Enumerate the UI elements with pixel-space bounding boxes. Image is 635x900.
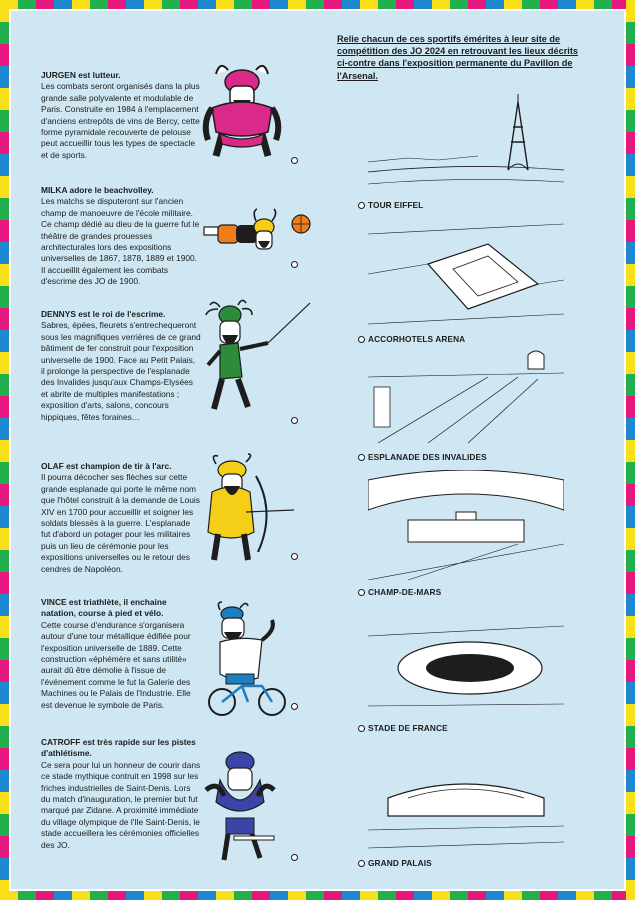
- border-segment: [270, 891, 288, 900]
- border-segment: [324, 891, 342, 900]
- border-segment: [0, 396, 9, 418]
- border-segment: [626, 264, 635, 286]
- border-segment: [626, 550, 635, 572]
- border-segment: [0, 616, 9, 638]
- border-segment: [626, 638, 635, 660]
- border-segment: [504, 0, 522, 9]
- border-segment: [0, 528, 9, 550]
- olaf-archer-illustration: [196, 452, 296, 567]
- border-segment: [306, 891, 324, 900]
- border-segment: [360, 0, 378, 9]
- border-segment: [162, 0, 180, 9]
- border-segment: [626, 352, 635, 374]
- athlete-match-dot[interactable]: [291, 417, 298, 424]
- border-segment: [626, 858, 635, 880]
- border-segment: [626, 594, 635, 616]
- athlete-entry-milka: [41, 185, 201, 288]
- border-segment: [0, 660, 9, 682]
- catroff-sprinter-illustration: [198, 740, 288, 865]
- border-segment: [540, 891, 558, 900]
- border-segment: [0, 858, 9, 880]
- border-segment: [626, 154, 635, 176]
- border-segment: [288, 0, 306, 9]
- athlete-entry-olaf: [41, 461, 201, 575]
- border-segment: [626, 506, 635, 528]
- border-segment: [90, 891, 108, 900]
- border-segment: [468, 0, 486, 9]
- border-segment: [216, 891, 234, 900]
- border-segment: [626, 616, 635, 638]
- border-segment: [0, 682, 9, 704]
- border-segment: [0, 726, 9, 748]
- border-segment: [626, 528, 635, 550]
- border-segment: [486, 891, 504, 900]
- border-segment: [626, 660, 635, 682]
- border-top: [0, 0, 635, 9]
- border-segment: [360, 891, 378, 900]
- border-segment: [216, 0, 234, 9]
- venue-label-text: CHAMP-DE-MARS: [368, 587, 442, 597]
- border-segment: [522, 891, 540, 900]
- border-segment: [342, 891, 360, 900]
- border-segment: [90, 0, 108, 9]
- border-segment: [108, 0, 126, 9]
- border-segment: [0, 748, 9, 770]
- border-segment: [0, 572, 9, 594]
- border-segment: [0, 704, 9, 726]
- jurgen-wrestler-illustration: [198, 60, 288, 165]
- border-segment: [0, 638, 9, 660]
- border-left: [0, 0, 9, 900]
- border-segment: [0, 880, 9, 900]
- athlete-heading: VINCE est triathlète, il enchaine natation, course à pied et vélo.: [41, 597, 167, 619]
- border-segment: [626, 836, 635, 858]
- border-segment: [432, 891, 450, 900]
- border-segment: [432, 0, 450, 9]
- border-segment: [468, 891, 486, 900]
- border-segment: [626, 462, 635, 484]
- venue-match-dot[interactable]: [358, 336, 365, 343]
- border-segment: [0, 792, 9, 814]
- border-segment: [626, 682, 635, 704]
- border-segment: [288, 891, 306, 900]
- border-segment: [252, 891, 270, 900]
- border-segment: [626, 440, 635, 462]
- athlete-heading: MILKA adore le beachvolley.: [41, 185, 154, 195]
- athlete-entry-catroff: [41, 737, 201, 851]
- border-segment: [198, 891, 216, 900]
- border-segment: [414, 891, 432, 900]
- border-segment: [576, 0, 594, 9]
- border-segment: [0, 22, 9, 44]
- border-segment: [486, 0, 504, 9]
- border-segment: [54, 891, 72, 900]
- border-segment: [626, 242, 635, 264]
- border-segment: [144, 0, 162, 9]
- athlete-description: Les matchs se disputeront sur l'ancien champ de manoeuvre de l'école militaire. Ce champ dédié au dieu de la guerre fut le théâtre de grandes prouesses architecturales lors des expositions universelles de 1867, 1878, 1889 et 1900. Il accueillit également les combats d'escrime des JO de 1900.: [41, 196, 200, 287]
- border-segment: [234, 0, 252, 9]
- border-segment: [162, 891, 180, 900]
- border-segment: [0, 308, 9, 330]
- border-segment: [0, 374, 9, 396]
- grand-palais-drawing: [368, 740, 564, 852]
- border-segment: [414, 0, 432, 9]
- border-segment: [270, 0, 288, 9]
- border-segment: [396, 891, 414, 900]
- venue-esplanade-des-invalides[interactable]: [358, 452, 487, 462]
- venue-match-dot[interactable]: [358, 454, 365, 461]
- border-right: [626, 0, 635, 900]
- venue-match-dot[interactable]: [358, 725, 365, 732]
- border-segment: [324, 0, 342, 9]
- border-segment: [626, 44, 635, 66]
- border-segment: [18, 0, 36, 9]
- border-segment: [626, 330, 635, 352]
- border-segment: [180, 0, 198, 9]
- border-segment: [0, 176, 9, 198]
- athlete-match-dot[interactable]: [291, 703, 298, 710]
- border-segment: [626, 880, 635, 900]
- border-segment: [72, 0, 90, 9]
- venue-label-text: ACCORHOTELS ARENA: [368, 334, 466, 344]
- border-segment: [626, 176, 635, 198]
- border-segment: [626, 418, 635, 440]
- athlete-heading: DENNYS est le roi de l'escrime.: [41, 309, 166, 319]
- venue-accorhotels-arena[interactable]: [358, 334, 465, 344]
- athlete-entry-dennys: [41, 309, 201, 423]
- border-segment: [594, 0, 612, 9]
- border-segment: [0, 132, 9, 154]
- border-segment: [0, 418, 9, 440]
- athlete-entry-vince: [41, 597, 201, 711]
- border-segment: [626, 374, 635, 396]
- border-segment: [18, 891, 36, 900]
- border-segment: [626, 220, 635, 242]
- athlete-match-dot[interactable]: [291, 854, 298, 861]
- border-segment: [626, 748, 635, 770]
- athlete-match-dot[interactable]: [291, 553, 298, 560]
- border-segment: [0, 220, 9, 242]
- border-segment: [0, 352, 9, 374]
- venue-label-text: STADE DE FRANCE: [368, 723, 448, 733]
- border-segment: [396, 0, 414, 9]
- border-segment: [0, 814, 9, 836]
- border-segment: [0, 154, 9, 176]
- border-segment: [626, 66, 635, 88]
- tour-eiffel-drawing: [368, 92, 564, 198]
- border-segment: [626, 0, 635, 22]
- athlete-description: Cette course d'endurance s'organisera autour d'une tour métallique édifiée pour l'exposition universelle de 1889. Cette construction «éphémère et sans utilité» aurait dû être démolie à l'issue de l'événement comme le fut la Galerie des Machines ou le Palais de l'Industrie. Elle est devenue le symbole de Paris.: [41, 619, 191, 710]
- venue-label-text: TOUR EIFFEL: [368, 200, 424, 210]
- border-segment: [0, 88, 9, 110]
- border-segment: [626, 308, 635, 330]
- esplanade-des-invalides-drawing: [368, 347, 564, 443]
- border-segment: [626, 792, 635, 814]
- border-segment: [0, 484, 9, 506]
- border-segment: [576, 891, 594, 900]
- venue-match-dot[interactable]: [358, 860, 365, 867]
- border-segment: [504, 891, 522, 900]
- border-segment: [450, 0, 468, 9]
- border-segment: [626, 22, 635, 44]
- border-segment: [626, 814, 635, 836]
- border-segment: [108, 891, 126, 900]
- border-segment: [342, 0, 360, 9]
- athlete-description: Il pourra décocher ses flèches sur cette grande esplanade qui porte le même nom que l'hôtel construit à la demande de Louis XIV en 1700 pour accueillir et soigner les soldats blessés à la guerre. L'esplanade fut d'abord un potager pour les militaires puis un lieu de cérémonie pour les expositions universelles ou le retour des cendres de Napoléon.: [41, 472, 200, 574]
- border-segment: [0, 198, 9, 220]
- athlete-match-dot[interactable]: [291, 157, 298, 164]
- stade-de-france-drawing: [368, 606, 564, 716]
- border-segment: [36, 891, 54, 900]
- venue-match-dot[interactable]: [358, 589, 365, 596]
- border-segment: [72, 891, 90, 900]
- athlete-description: Sabres, épées, fleurets s'entrechequeront sous les magnifiques verrières de ce grand bâtiment de fer construit pour l'exposition universelle de 1900. Face au Petit Palais, il prolonge la perspective de l'esplanade des Invalides jusqu'aux Champs-Elysées et abrite de multiples manifestations ; exposition d'arts, salons, concours hippiques, fêtes foraines…: [41, 320, 201, 422]
- athlete-heading: CATROFF est très rapide sur les pistes d'athlétisme.: [41, 737, 196, 759]
- border-segment: [306, 0, 324, 9]
- border-segment: [626, 704, 635, 726]
- border-segment: [252, 0, 270, 9]
- athlete-entry-jurgen: [41, 70, 201, 161]
- border-segment: [180, 891, 198, 900]
- dennys-fencer-illustration: [198, 295, 318, 420]
- border-segment: [54, 0, 72, 9]
- athlete-description: Les combats seront organisés dans la plus grande salle polyvalente et modulable de Paris. Construite en 1984 à l'emplacement d'anciens entrepôts de vins de Bercy, cette forme pyramidale recouverte de pelouse peut accueillir tous les types de spectacle et de sports.: [41, 81, 200, 160]
- border-segment: [626, 132, 635, 154]
- border-segment: [0, 44, 9, 66]
- border-segment: [378, 0, 396, 9]
- border-segment: [126, 0, 144, 9]
- venue-tour-eiffel[interactable]: [358, 200, 423, 210]
- athlete-heading: JURGEN est lutteur.: [41, 70, 121, 80]
- instructions: Relie chacun de ces sportifs émérites à leur site de compétition des JO 2024 en retrouvant les lieux décrits ci-contre dans l'exposition permanente du Pavillon de l'Arsenal.: [337, 34, 579, 81]
- border-segment: [558, 0, 576, 9]
- border-segment: [378, 891, 396, 900]
- vince-triathlete-illustration: [200, 600, 295, 720]
- champ-de-mars-drawing: [368, 470, 564, 580]
- border-segment: [540, 0, 558, 9]
- border-segment: [0, 550, 9, 572]
- border-segment: [626, 88, 635, 110]
- border-segment: [0, 506, 9, 528]
- border-segment: [626, 726, 635, 748]
- milka-beachvolley-illustration: [200, 205, 315, 267]
- border-segment: [626, 484, 635, 506]
- border-segment: [0, 286, 9, 308]
- border-segment: [126, 891, 144, 900]
- border-segment: [36, 0, 54, 9]
- border-segment: [522, 0, 540, 9]
- border-segment: [0, 242, 9, 264]
- venue-label-text: ESPLANADE DES INVALIDES: [368, 452, 487, 462]
- border-segment: [626, 770, 635, 792]
- accorhotels-arena-drawing: [368, 214, 564, 332]
- border-bottom: [0, 891, 635, 900]
- border-segment: [0, 770, 9, 792]
- venue-grand-palais[interactable]: [358, 858, 432, 868]
- border-segment: [0, 462, 9, 484]
- border-segment: [594, 891, 612, 900]
- venue-stade-de-france[interactable]: [358, 723, 448, 733]
- border-segment: [626, 286, 635, 308]
- athlete-heading: OLAF est champion de tir à l'arc.: [41, 461, 172, 471]
- border-segment: [0, 836, 9, 858]
- venue-champ-de-mars[interactable]: [358, 587, 441, 597]
- border-segment: [626, 572, 635, 594]
- border-segment: [450, 891, 468, 900]
- border-segment: [0, 440, 9, 462]
- border-segment: [626, 110, 635, 132]
- border-segment: [198, 0, 216, 9]
- border-segment: [234, 891, 252, 900]
- border-segment: [626, 396, 635, 418]
- border-segment: [144, 891, 162, 900]
- border-segment: [0, 110, 9, 132]
- border-segment: [0, 66, 9, 88]
- athlete-description: Ce sera pour lui un honneur de courir dans ce stade mythique contruit en 1998 sur les friches industrielles de Saint-Denis. Lors du match d'inauguration, le premier but fut marqué par Zidane. A proximité immédiate du village olympique de l'Ile Saint-Denis, le stade accueillera les cérémonies officielles des JO.: [41, 759, 201, 850]
- border-segment: [0, 594, 9, 616]
- border-segment: [626, 198, 635, 220]
- venue-match-dot[interactable]: [358, 202, 365, 209]
- border-segment: [0, 330, 9, 352]
- border-segment: [0, 264, 9, 286]
- venue-label-text: GRAND PALAIS: [368, 858, 432, 868]
- border-segment: [558, 891, 576, 900]
- athlete-match-dot[interactable]: [291, 261, 298, 268]
- border-segment: [0, 0, 9, 22]
